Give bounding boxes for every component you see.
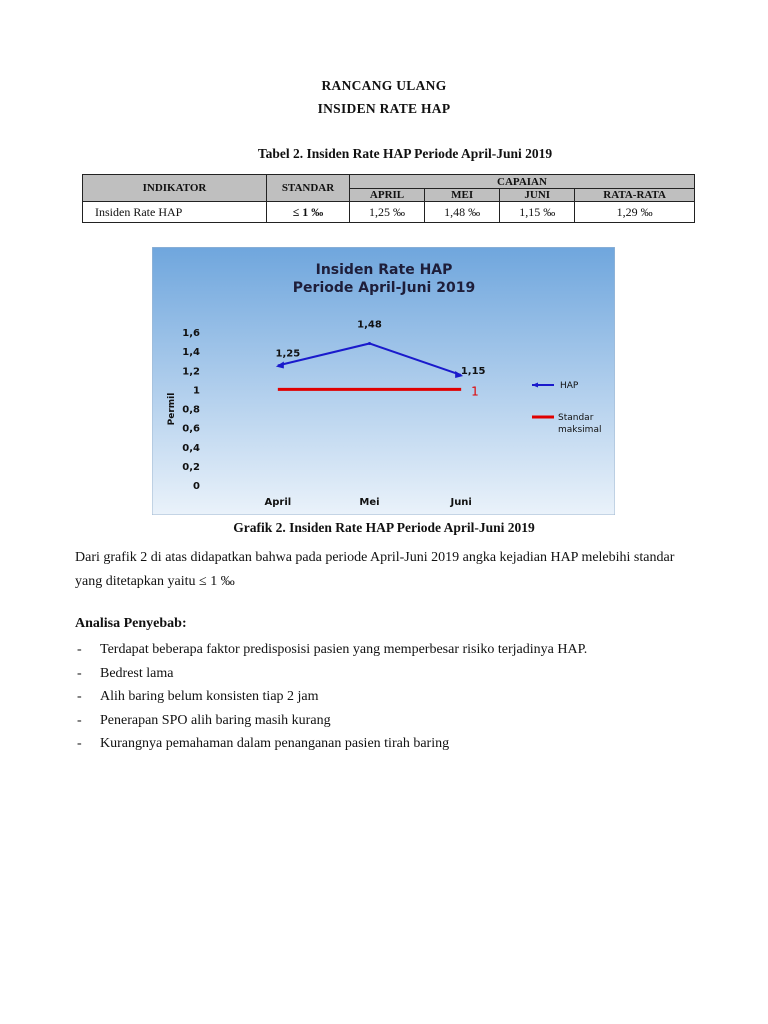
y-tick-label: 0,6 <box>182 423 200 435</box>
list-item-text: Bedrest lama <box>100 665 174 681</box>
standar-end-label: 1 <box>471 384 479 399</box>
chart-title-line1: Insiden Rate HAP <box>315 262 453 278</box>
page-title: RANCANG ULANG <box>321 78 447 93</box>
header-indikator: INDIKATOR <box>83 175 267 202</box>
cell-rata-rata: 1,29 ‰ <box>575 202 695 223</box>
hap-chart-svg <box>152 247 615 515</box>
list-item-text: Kurangnya pemahaman dalam penanganan pasien tirah baring <box>100 736 450 751</box>
bullet-dash: - <box>77 736 82 751</box>
list-item <box>75 685 587 709</box>
table-row <box>83 202 695 223</box>
legend-standar-label1: Standar <box>558 413 594 423</box>
figure-caption: Grafik 2. Insiden Rate HAP Periode April-Juni 2019 <box>233 520 535 535</box>
cell-mei: 1,48 ‰ <box>425 202 500 223</box>
header-standar: STANDAR <box>267 175 350 202</box>
y-tick-label: 0,8 <box>182 404 200 416</box>
page-subtitle: INSIDEN RATE HAP <box>317 101 451 116</box>
list-item-text: Terdapat beberapa faktor predisposisi pasien yang memperbesar risiko terjadinya HAP. <box>100 642 588 657</box>
x-tick-label: April <box>264 497 292 508</box>
hap-chart <box>152 247 615 515</box>
bullet-dash: - <box>77 689 82 704</box>
hap-data-label: 1,15 <box>460 366 486 378</box>
list-item <box>75 732 587 756</box>
analysis-title: Analisa Penyebab: <box>75 616 187 631</box>
legend-standar-label2: maksimal <box>558 425 602 435</box>
list-item-text: Penerapan SPO alih baring masih kurang <box>100 712 331 728</box>
bullet-dash: - <box>77 665 82 681</box>
hap-point-mid <box>368 342 371 345</box>
cell-indikator: Insiden Rate HAP <box>83 202 267 223</box>
header-mei: MEI <box>425 189 500 202</box>
y-tick-label: 1,6 <box>182 328 200 339</box>
header-capaian: CAPAIAN <box>350 175 695 189</box>
table-caption: Tabel 2. Insiden Rate HAP Periode April-Juni 2019 <box>257 146 553 161</box>
bullet-dash: - <box>77 712 82 728</box>
header-rata-rata: RATA-RATA <box>575 189 695 202</box>
hap-data-label: 1,25 <box>275 348 301 360</box>
list-item-text: Alih baring belum konsisten tiap 2 jam <box>100 689 319 704</box>
y-tick-label: 0,4 <box>182 442 200 454</box>
y-axis-label: Permil <box>167 392 177 426</box>
y-tick-label: 0 <box>193 481 200 492</box>
legend-hap-label: HAP <box>560 381 579 391</box>
x-tick-label: Juni <box>450 497 472 508</box>
y-ticks <box>182 328 200 492</box>
insiden-rate-table <box>82 174 695 223</box>
y-tick-label: 1 <box>193 385 200 397</box>
cell-april: 1,25 ‰ <box>350 202 425 223</box>
list-item <box>75 638 587 662</box>
bullet-dash: - <box>77 642 82 657</box>
analysis-list <box>75 638 587 756</box>
chart-title-line2: Periode April-Juni 2019 <box>292 280 476 296</box>
list-item <box>75 662 587 686</box>
hap-data-label: 1,48 <box>357 319 382 331</box>
cell-juni: 1,15 ‰ <box>500 202 575 223</box>
list-item <box>75 709 587 733</box>
x-tick-label: Mei <box>359 497 380 508</box>
summary-paragraph: Dari grafik 2 di atas didapatkan bahwa pada periode April-Juni 2019 angka kejadian HAP melebihi standar yang ditetapkan yaitu ≤ 1 ‰ <box>75 550 675 589</box>
y-tick-label: 0,2 <box>182 461 200 473</box>
cell-standar: ≤ 1 ‰ <box>267 202 350 223</box>
header-april: APRIL <box>350 189 425 202</box>
y-tick-label: 1,4 <box>182 347 200 359</box>
y-tick-label: 1,2 <box>182 366 200 378</box>
header-juni: JUNI <box>500 189 575 202</box>
